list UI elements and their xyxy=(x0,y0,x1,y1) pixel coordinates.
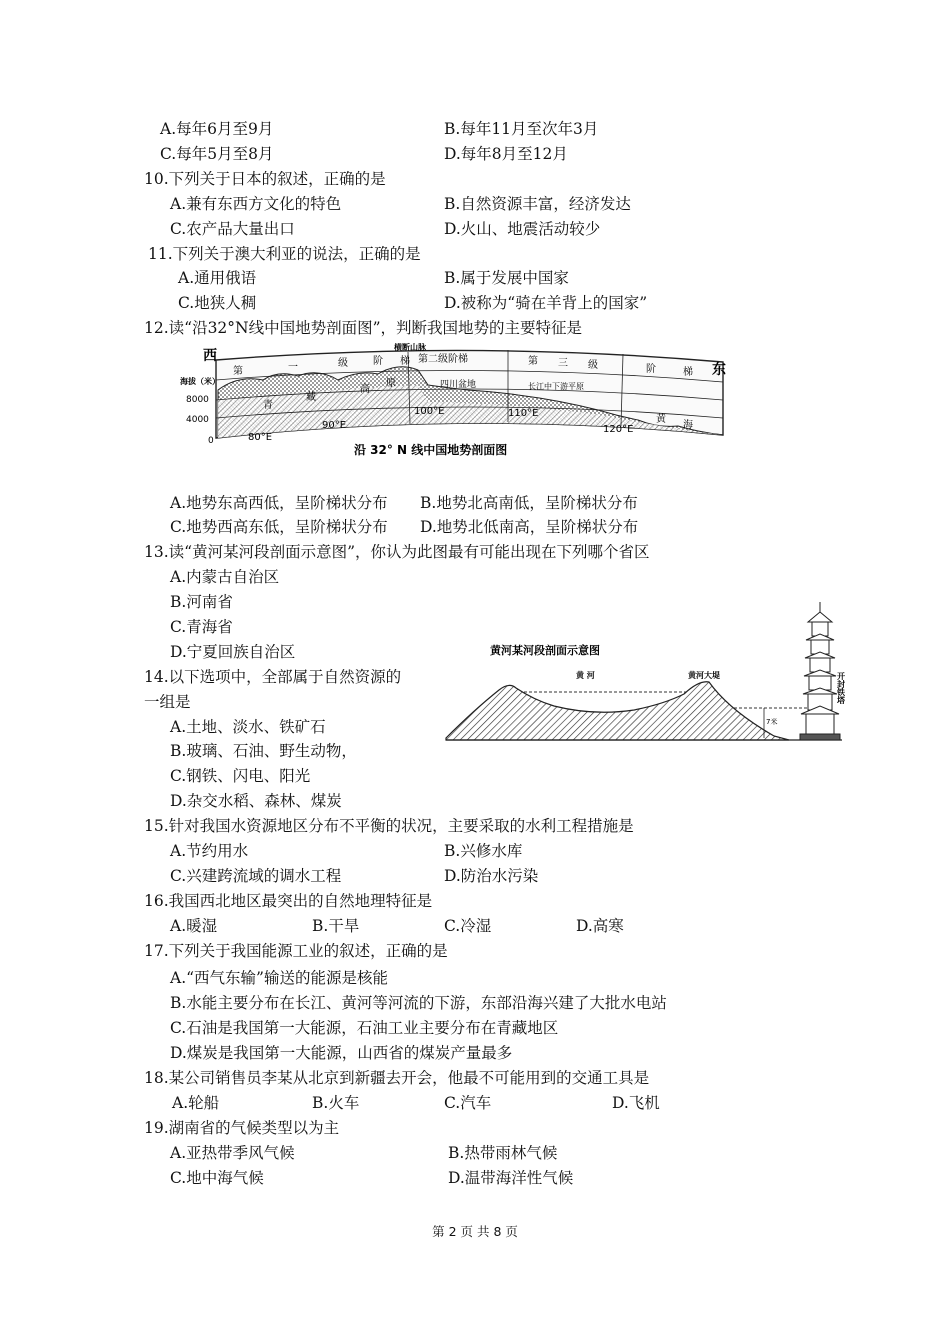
q18-option-b: B.火车 xyxy=(312,1094,360,1112)
q16-option-d: D.高寒 xyxy=(576,917,624,935)
step1-label-5: 梯 xyxy=(400,356,410,367)
q11-stem: 11.下列关于澳大利亚的说法，正确的是 xyxy=(148,245,421,263)
q17-option-a: A.“西气东输”输送的能源是核能 xyxy=(170,969,388,987)
q17-option-c: C.石油是我国第一大能源，石油工业主要分布在青藏地区 xyxy=(170,1019,559,1037)
q12-option-b: B.地势北高南低，呈阶梯状分布 xyxy=(420,494,638,512)
iron-pagoda-icon xyxy=(800,602,840,740)
q17-option-b: B.水能主要分布在长江、黄河等河流的下游，东部沿海兴建了大批水电站 xyxy=(170,994,667,1012)
q10-option-c: C.农产品大量出口 xyxy=(170,220,295,238)
river-figure-title: 黄河某河段剖面示意图 xyxy=(490,644,600,657)
q10-option-b: B.自然资源丰富，经济发达 xyxy=(444,195,631,213)
q9-option-b: B.每年11月至次年3月 xyxy=(444,120,599,138)
yangtze-plain-label: 长江中下游平原 xyxy=(528,382,584,391)
q16-option-c: C.冷湿 xyxy=(444,917,492,935)
x-tick-90e: 90°E xyxy=(322,420,347,431)
q19-option-a: A.亚热带季风气候 xyxy=(170,1144,295,1162)
step3-label-5: 梯 xyxy=(683,367,693,378)
y-tick-0: 0 xyxy=(208,436,214,446)
x-tick-120e: 120°E xyxy=(603,424,634,435)
elevation-label: 海拔（米） xyxy=(180,377,220,386)
step3-label-2: 三 xyxy=(558,358,568,369)
plateau-label-4: 原 xyxy=(386,378,396,389)
q10-option-d: D.火山、地震活动较少 xyxy=(444,220,601,238)
profile-figure-title: 沿 32° N 线中国地势剖面图 xyxy=(354,443,508,457)
q13-option-a: A.内蒙古自治区 xyxy=(170,568,280,586)
q18-option-a: A.轮船 xyxy=(172,1094,220,1112)
mountain-label: 横断山脉 xyxy=(394,343,426,352)
q13-option-b: B.河南省 xyxy=(170,593,233,611)
q18-stem: 18.某公司销售员李某从北京到新疆去开会，他最不可能用到的交通工具是 xyxy=(144,1069,650,1087)
step3-label-3: 级 xyxy=(588,360,598,371)
q18-option-d: D.飞机 xyxy=(612,1094,660,1112)
q15-option-b: B.兴修水库 xyxy=(444,842,523,860)
plateau-label-2: 藏 xyxy=(306,392,316,403)
q15-option-d: D.防治水污染 xyxy=(444,867,539,885)
q10-stem: 10.下列关于日本的叙述，正确的是 xyxy=(144,170,386,188)
west-label: 西 xyxy=(203,348,217,364)
height-label: 7米 xyxy=(766,718,778,726)
yellow-sea-label-1: 黄 xyxy=(656,414,666,425)
q19-option-c: C.地中海气候 xyxy=(170,1169,264,1187)
q19-option-d: D.温带海洋性气候 xyxy=(448,1169,574,1187)
plateau-label-1: 青 xyxy=(263,400,273,411)
q13-option-d: D.宁夏回族自治区 xyxy=(170,643,296,661)
terrain-profile-figure xyxy=(178,340,740,466)
step2-label: 第二级阶梯 xyxy=(418,354,468,365)
q11-option-c: C.地狭人稠 xyxy=(178,294,257,312)
river-label: 黄 河 xyxy=(576,671,595,680)
x-tick-100e: 100°E xyxy=(414,406,445,417)
q9-option-d: D.每年8月至12月 xyxy=(444,145,568,163)
q17-stem: 17.下列关于我国能源工业的叙述，正确的是 xyxy=(144,942,448,960)
q14-option-d: D.杂交水稻、森林、煤炭 xyxy=(170,792,342,810)
q11-option-d: D.被称为“骑在羊背上的国家” xyxy=(444,294,648,312)
q14-option-a: A.土地、淡水、铁矿石 xyxy=(170,718,326,736)
yellow-river-section-figure xyxy=(444,600,848,746)
step3-label-4: 阶 xyxy=(646,364,656,375)
step1-label-4: 阶 xyxy=(373,356,383,367)
q11-option-a: A.通用俄语 xyxy=(178,269,257,287)
plateau-label-3: 高 xyxy=(360,384,370,395)
q9-option-a: A.每年6月至9月 xyxy=(160,120,274,138)
y-tick-4000: 4000 xyxy=(186,415,209,425)
x-tick-110e: 110°E xyxy=(508,408,539,419)
q16-option-b: B.干旱 xyxy=(312,917,360,935)
tower-label: 开封铁塔 xyxy=(836,672,846,704)
q10-option-a: A.兼有东西方文化的特色 xyxy=(170,195,342,213)
q12-option-c: C.地势西高东低，呈阶梯状分布 xyxy=(170,518,388,536)
q16-stem: 16.我国西北地区最突出的自然地理特征是 xyxy=(144,892,433,910)
q12-stem: 12.读“沿32°N线中国地势剖面图”，判断我国地势的主要特征是 xyxy=(144,319,583,337)
q17-option-d: D.煤炭是我国第一大能源，山西省的煤炭产量最多 xyxy=(170,1044,513,1062)
q12-option-d: D.地势北低南高，呈阶梯状分布 xyxy=(420,518,639,536)
step1-label-3: 级 xyxy=(338,358,348,369)
q14-option-c: C.钢铁、闪电、阳光 xyxy=(170,767,311,785)
east-label: 东 xyxy=(712,362,726,378)
q13-option-c: C.青海省 xyxy=(170,618,233,636)
q11-option-b: B.属于发展中国家 xyxy=(444,269,569,287)
q13-stem: 13.读“黄河某河段剖面示意图”，你认为此图最有可能出现在下列哪个省区 xyxy=(144,543,650,561)
q18-option-c: C.汽车 xyxy=(444,1094,492,1112)
q15-stem: 15.针对我国水资源地区分布不平衡的状况，主要采取的水利工程措施是 xyxy=(144,817,634,835)
step1-label-1: 第 xyxy=(233,366,243,377)
q16-option-a: A.暖湿 xyxy=(170,917,218,935)
q19-stem: 19.湖南省的气候类型以为主 xyxy=(144,1119,340,1137)
step3-label-1: 第 xyxy=(528,356,538,367)
sichuan-basin-label: 四川盆地 xyxy=(440,380,477,390)
q14-option-b: B.玻璃、石油、野生动物， xyxy=(170,742,357,760)
q19-option-b: B.热带雨林气候 xyxy=(448,1144,558,1162)
x-tick-80e: 80°E xyxy=(248,432,273,443)
dike-label: 黄河大堤 xyxy=(688,671,720,680)
q15-option-c: C.兴建跨流域的调水工程 xyxy=(170,867,342,885)
q14-stem-line2: 一组是 xyxy=(144,693,191,711)
q9-option-c: C.每年5月至8月 xyxy=(160,145,274,163)
yellow-sea-label-2: 海 xyxy=(683,420,693,431)
q12-option-a: A.地势东高西低，呈阶梯状分布 xyxy=(170,494,388,512)
step1-label-2: 一 xyxy=(288,362,298,373)
q14-stem-line1: 14.以下选项中，全部属于自然资源的 xyxy=(144,668,402,686)
y-tick-8000: 8000 xyxy=(186,395,209,405)
q15-option-a: A.节约用水 xyxy=(170,842,249,860)
page-footer: 第 2 页 共 8 页 xyxy=(432,1224,518,1239)
